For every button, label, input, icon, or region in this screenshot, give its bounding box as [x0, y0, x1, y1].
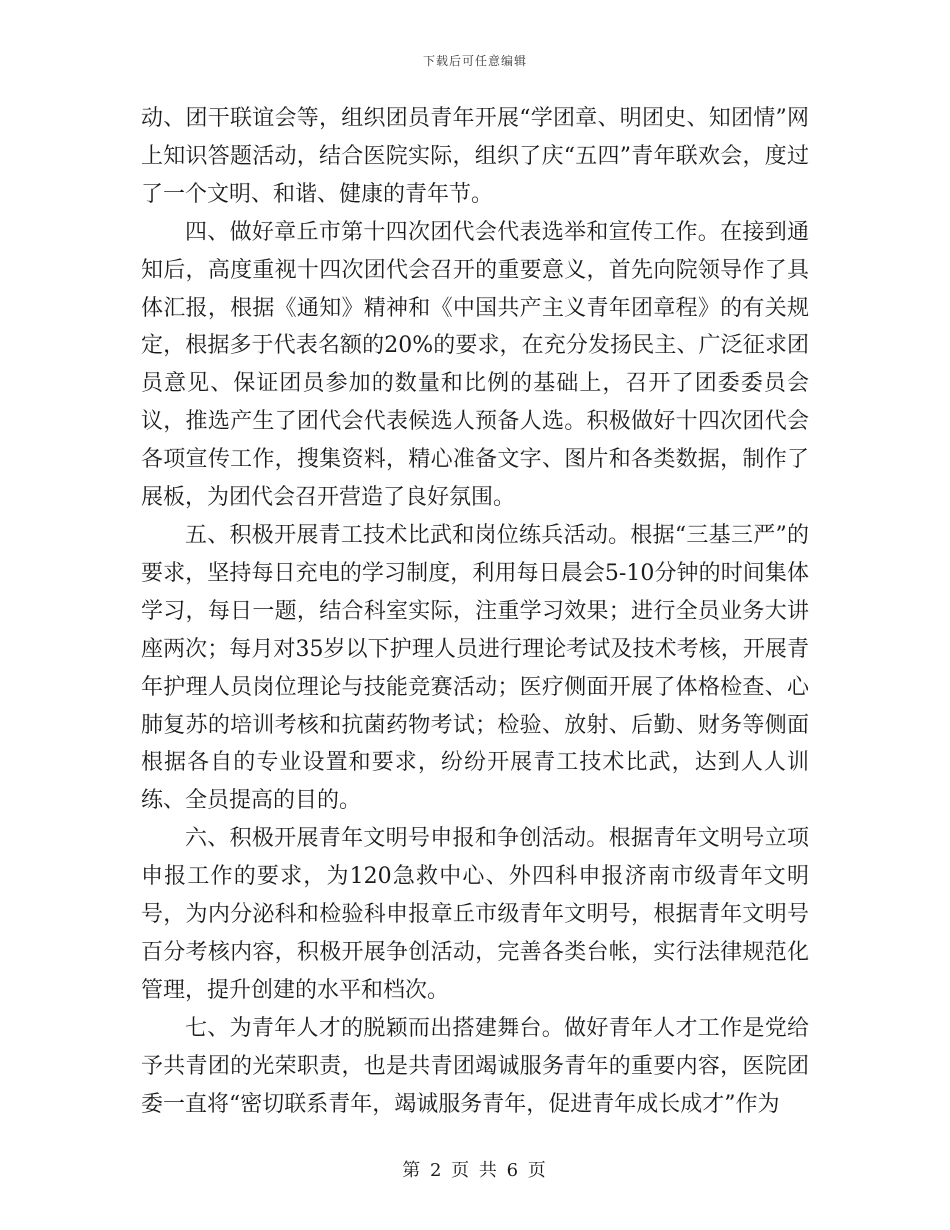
paragraph-section-six: 六、积极开展青年文明号申报和争创活动。根据青年文明号立项申报工作的要求，为120急救中心、外四科申报济南市级青年文明号，为内分泌科和检验科申报章丘市级青年文明号，根据青年文明号百分考核内容，积极开展争创活动，完善各类台帐，实行法律规范化管理，提升创建的水平和档次。 [141, 826, 809, 1003]
paragraph-section-four: 四、做好章丘市第十四次团代会代表选举和宣传工作。在接到通知后，高度重视十四次团代会召开的重要意义，首先向院领导作了具体汇报，根据《通知》精神和《中国共产主义青年团章程》的有关规定，根据多于代表名额的20%的要求，在充分发扬民主、广泛征求团员意见、保证团员参加的数量和比例的基础上，召开了团委委员会议，推选产生了团代会代表候选人预备人选。积极做好十四次团代会各项宣传工作，搜集资料，精心准备文字、图片和各类数据，制作了展板，为团代会召开营造了良好氛围。 [141, 219, 809, 511]
paragraph-section-seven: 七、为青年人才的脱颖而出搭建舞台。做好青年人才工作是党给予共青团的光荣职责，也是共青团竭诚服务青年的重要内容，医院团委一直将“密切联系青年，竭诚服务青年，促进青年成长成才”作为 [141, 1015, 809, 1117]
paragraph-section-five: 五、积极开展青工技术比武和岗位练兵活动。根据“三基三严”的要求，坚持每日充电的学习制度，利用每日晨会5-10分钟的时间集体学习，每日一题，结合科室实际，注重学习效果；进行全员业务大讲座两次；每月对35岁以下护理人员进行理论考试及技术考核，开展青年护理人员岗位理论与技能竞赛活动；医疗侧面开展了体格检查、心肺复苏的培训考核和抗菌药物考试；检验、放射、后勤、财务等侧面根据各自的专业设置和要求，纷纷开展青工技术比武，达到人人训练、全员提高的目的。 [141, 522, 809, 814]
paragraph-continued: 动、团干联谊会等，组织团员青年开展“学团章、明团史、知团情”网上知识答题活动，结合医院实际，组织了庆“五四”青年联欢会，度过了一个文明、和谐、健康的青年节。 [141, 106, 809, 207]
page-number-footer: 第 2 页 共 6 页 [402, 1160, 548, 1181]
document-body [141, 100, 809, 1123]
page-header: 下载后可任意编辑 [422, 54, 527, 68]
